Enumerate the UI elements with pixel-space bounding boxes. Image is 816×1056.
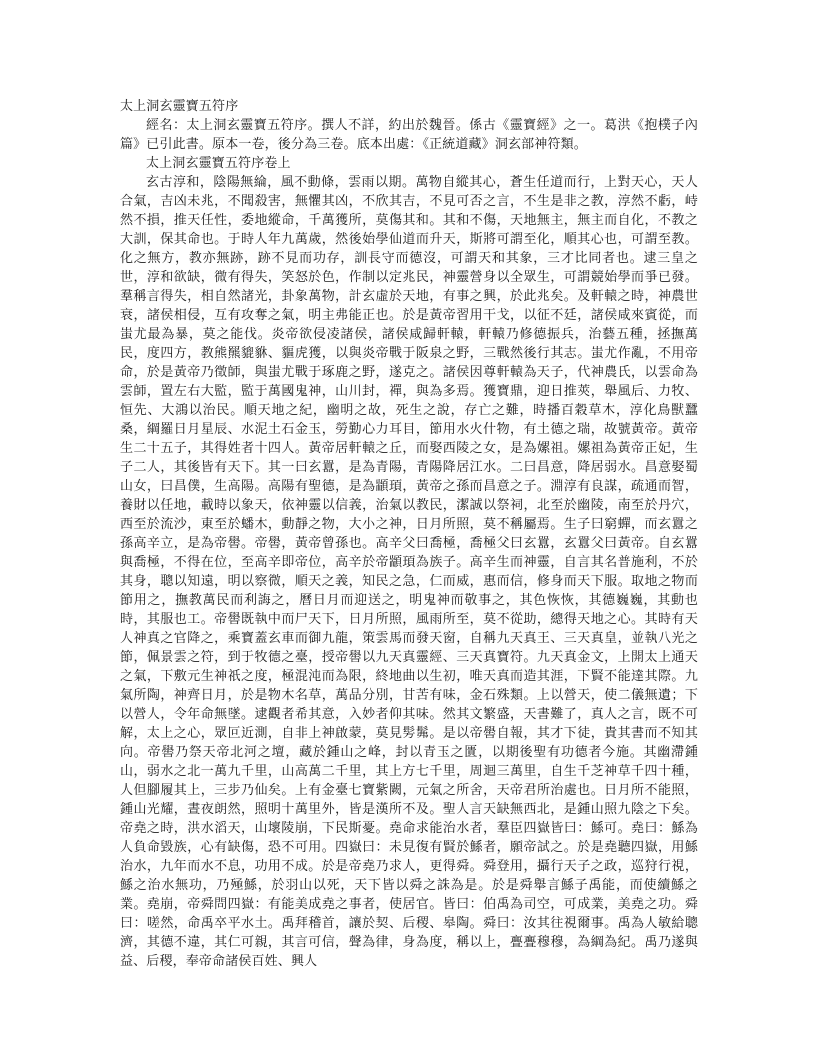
- body-paragraph: 玄古淳和，陰陽無綸，風不動條，雲雨以期。萬物自縱其心，蒼生任道而行，上對天心，天人合氣，吉凶未兆，不聞殺害，無懼其凶，不欣其吉，不見可否之言，不生是非之教，淳然不虧，峙然不損，推天任性，委地縱命，千萬獲所，莫傷其和。其和不傷，天地無主，無主而自化，不教之大訓，保其命也。于時人年九萬歲，然後始學仙道而升天，斯將可謂至化，順其心也，可謂至教。化之無方，教亦無跡，跡不見而功存，訓長守而德沒，可謂天和其象，三才比同者也。逮三皇之世，淳和欲缺，微有得失，笑怒於色，作制以定兆民，神靈營身以全眾生，可謂競始學而爭已發。羣稱言得失，相自然諸光，卦象萬物，計玄虛於天地，有事之興，於此兆矣。及軒轅之時，神農世衰，諸侯相侵，互有攻奪之氣，明主弗能正也。於是黃帝習用干戈，以征不廷，諸侯咸來賓從，而蚩尤最為暴，莫之能伐。炎帝欲侵凌諸侯，諸侯咸歸軒轅，軒轅乃修德振兵，治藝五種，拯撫萬民，度四方，教熊羆貔貅、貙虎獲，以與炎帝戰于阪泉之野，三戰然後行其志。蚩尤作亂，不用帝命，於是黃帝乃徵師，與蚩尤戰于琢鹿之野，遂克之。諸侯因尊軒轅為天子，代神農氏，以雲命為雲師，置左右大監，監于萬國鬼神，山川封，禪，與為多焉。獲寶鼎，迎日推莢，舉風后、力牧、恒先、大鴻以治民。順天地之紀，幽明之故，死生之說，存亡之難，時播百穀草木，淳化鳥獸蠶桑，綱羅日月星辰、水泥土石金玉，勞勤心力耳目，節用水火什物，有土德之瑞，故號黃帝。黃帝生二十五子，其得姓者十四人。黃帝居軒轅之丘，而娶西陵之女，是為嫘祖。嫘祖為黃帝正妃，生子二人，其後皆有天下。其一曰玄囂，是為青陽，青陽降居江水。二曰昌意，降居弱水。昌意娶蜀山女，曰昌僕，生高陽。高陽有聖德，是為顓頊，黃帝之孫而昌意之子。淵淳有良謀，疏通而智，養財以任地，載時以象天，依神靈以信義，治氣以教民，潔誠以祭祠，北至於幽陵，南至於丹穴，西至於流沙，東至於蟠木，動靜之物，大小之神，日月所照，莫不稱屬焉。生子曰窮蟬，而玄囂之孫高辛立，是為帝嚳。帝嚳，黃帝曾孫也。高辛父曰喬極，喬極父曰玄囂，玄囂父曰黃帝。自玄囂與喬極，不得在位，至高辛即帝位，高辛於帝顓頊為族子。高辛生而神靈，自言其名普施利，不於其身，聰以知遠，明以察微，順天之義，知民之急，仁而威，惠而信，修身而天下服。取地之物而節用之，撫教萬民而利誨之，曆日月而迎送之，明鬼神而敬事之，其色恢恢，其德巍巍，其動也時，其服也工。帝嚳既執中而尸天下，日月所照，風雨所至，莫不從助，總得天地之心。其時有天人神真之官降之，乘寶蓋玄車而御九龍，策雲馬而發天窗，自稱九天真王、三天真皇，並執八光之節，佩景雲之符，到于牧德之臺，授帝嚳以九天真靈經、三天真寶符。九天真金文，上開太上通天之氣，下敷元生神祇之度，極混沌而為限，終地曲以生初，唯天真而造其涯，下賢不能達其際。九氣所陶，神齊日月，於是物木名草，萬品分別，甘苦有味，金石殊類。上以營天，使二儀無遺；下以營人，令年命無墜。逮觀者希其意，入妙者仰其味。然其文繁盛，天書難了，真人之言，既不可解，太上之心，眾叵近測，自非上神啟蒙，莫見髣髴。是以帝嚳自報，其才下徒，貴其書而不知其向。帝嚳乃祭天帝北河之壇，藏於鍾山之峰，封以青玉之匱，以期後聖有功德者今施。其幽滯鍾山，弱水之北一萬九千里，山高萬二千里，其上方七千里，周迴三萬里，自生千芝神草千四十種，人但腳履其上，三步乃仙矣。上有金臺七寶紫闕，元氣之所舍，天帝君所治處也。日月所不能照，鍾山光耀，晝夜朗然，照明十萬里外，皆是漢所不及。聖人言天缺無西北，是鍾山照九陰之下矣。帝堯之時，洪水滔天，山壞陵崩，下民斯憂。堯命求能治水者，羣臣四嶽皆曰：鯀可。堯曰：鯀為人負命毀族，心有缺傷，恐不可用。四嶽曰：未見復有賢於鯀者，願帝試之。於是堯聽四嶽，用鯀治水，九年而水不息，功用不成。於是帝堯乃求人，更得舜。舜登用，攝行天子之政，巡狩行視，鯀之治水無功，乃殛鯀，於羽山以死，天下皆以舜之誅為是。於是舜舉言鯀子禹能，而使續鯀之業。堯崩，帝舜問四嶽：有能美成堯之事者，使居官。皆曰：伯禹為司空，可成業，美堯之功。舜曰：嗟然，命禹卒平水土。禹拜稽首，讓於契、后稷、皋陶。舜曰：汝其往視爾事。禹為人敏給聰濟，其德不違，其仁可親，其言可信，聲為律，身為度，稱以上，亹亹穆穆，為綱為紀。禹乃遂與益、后稷，奉帝命諸侯百姓、興人: [120, 175, 698, 969]
- document-page: [120, 97, 698, 971]
- intro-paragraph: 經名：太上洞玄靈寶五符序。撰人不詳，約出於魏晉。係古《靈寶經》之一。葛洪《抱樸子內篇》已引此書。原本一卷，後分為三卷。底本出處：《正統道藏》洞玄部神符類。: [120, 118, 698, 152]
- section-title: 太上洞玄靈寶五符序卷上: [146, 156, 291, 171]
- document-title: 太上洞玄靈寶五符序: [120, 99, 239, 114]
